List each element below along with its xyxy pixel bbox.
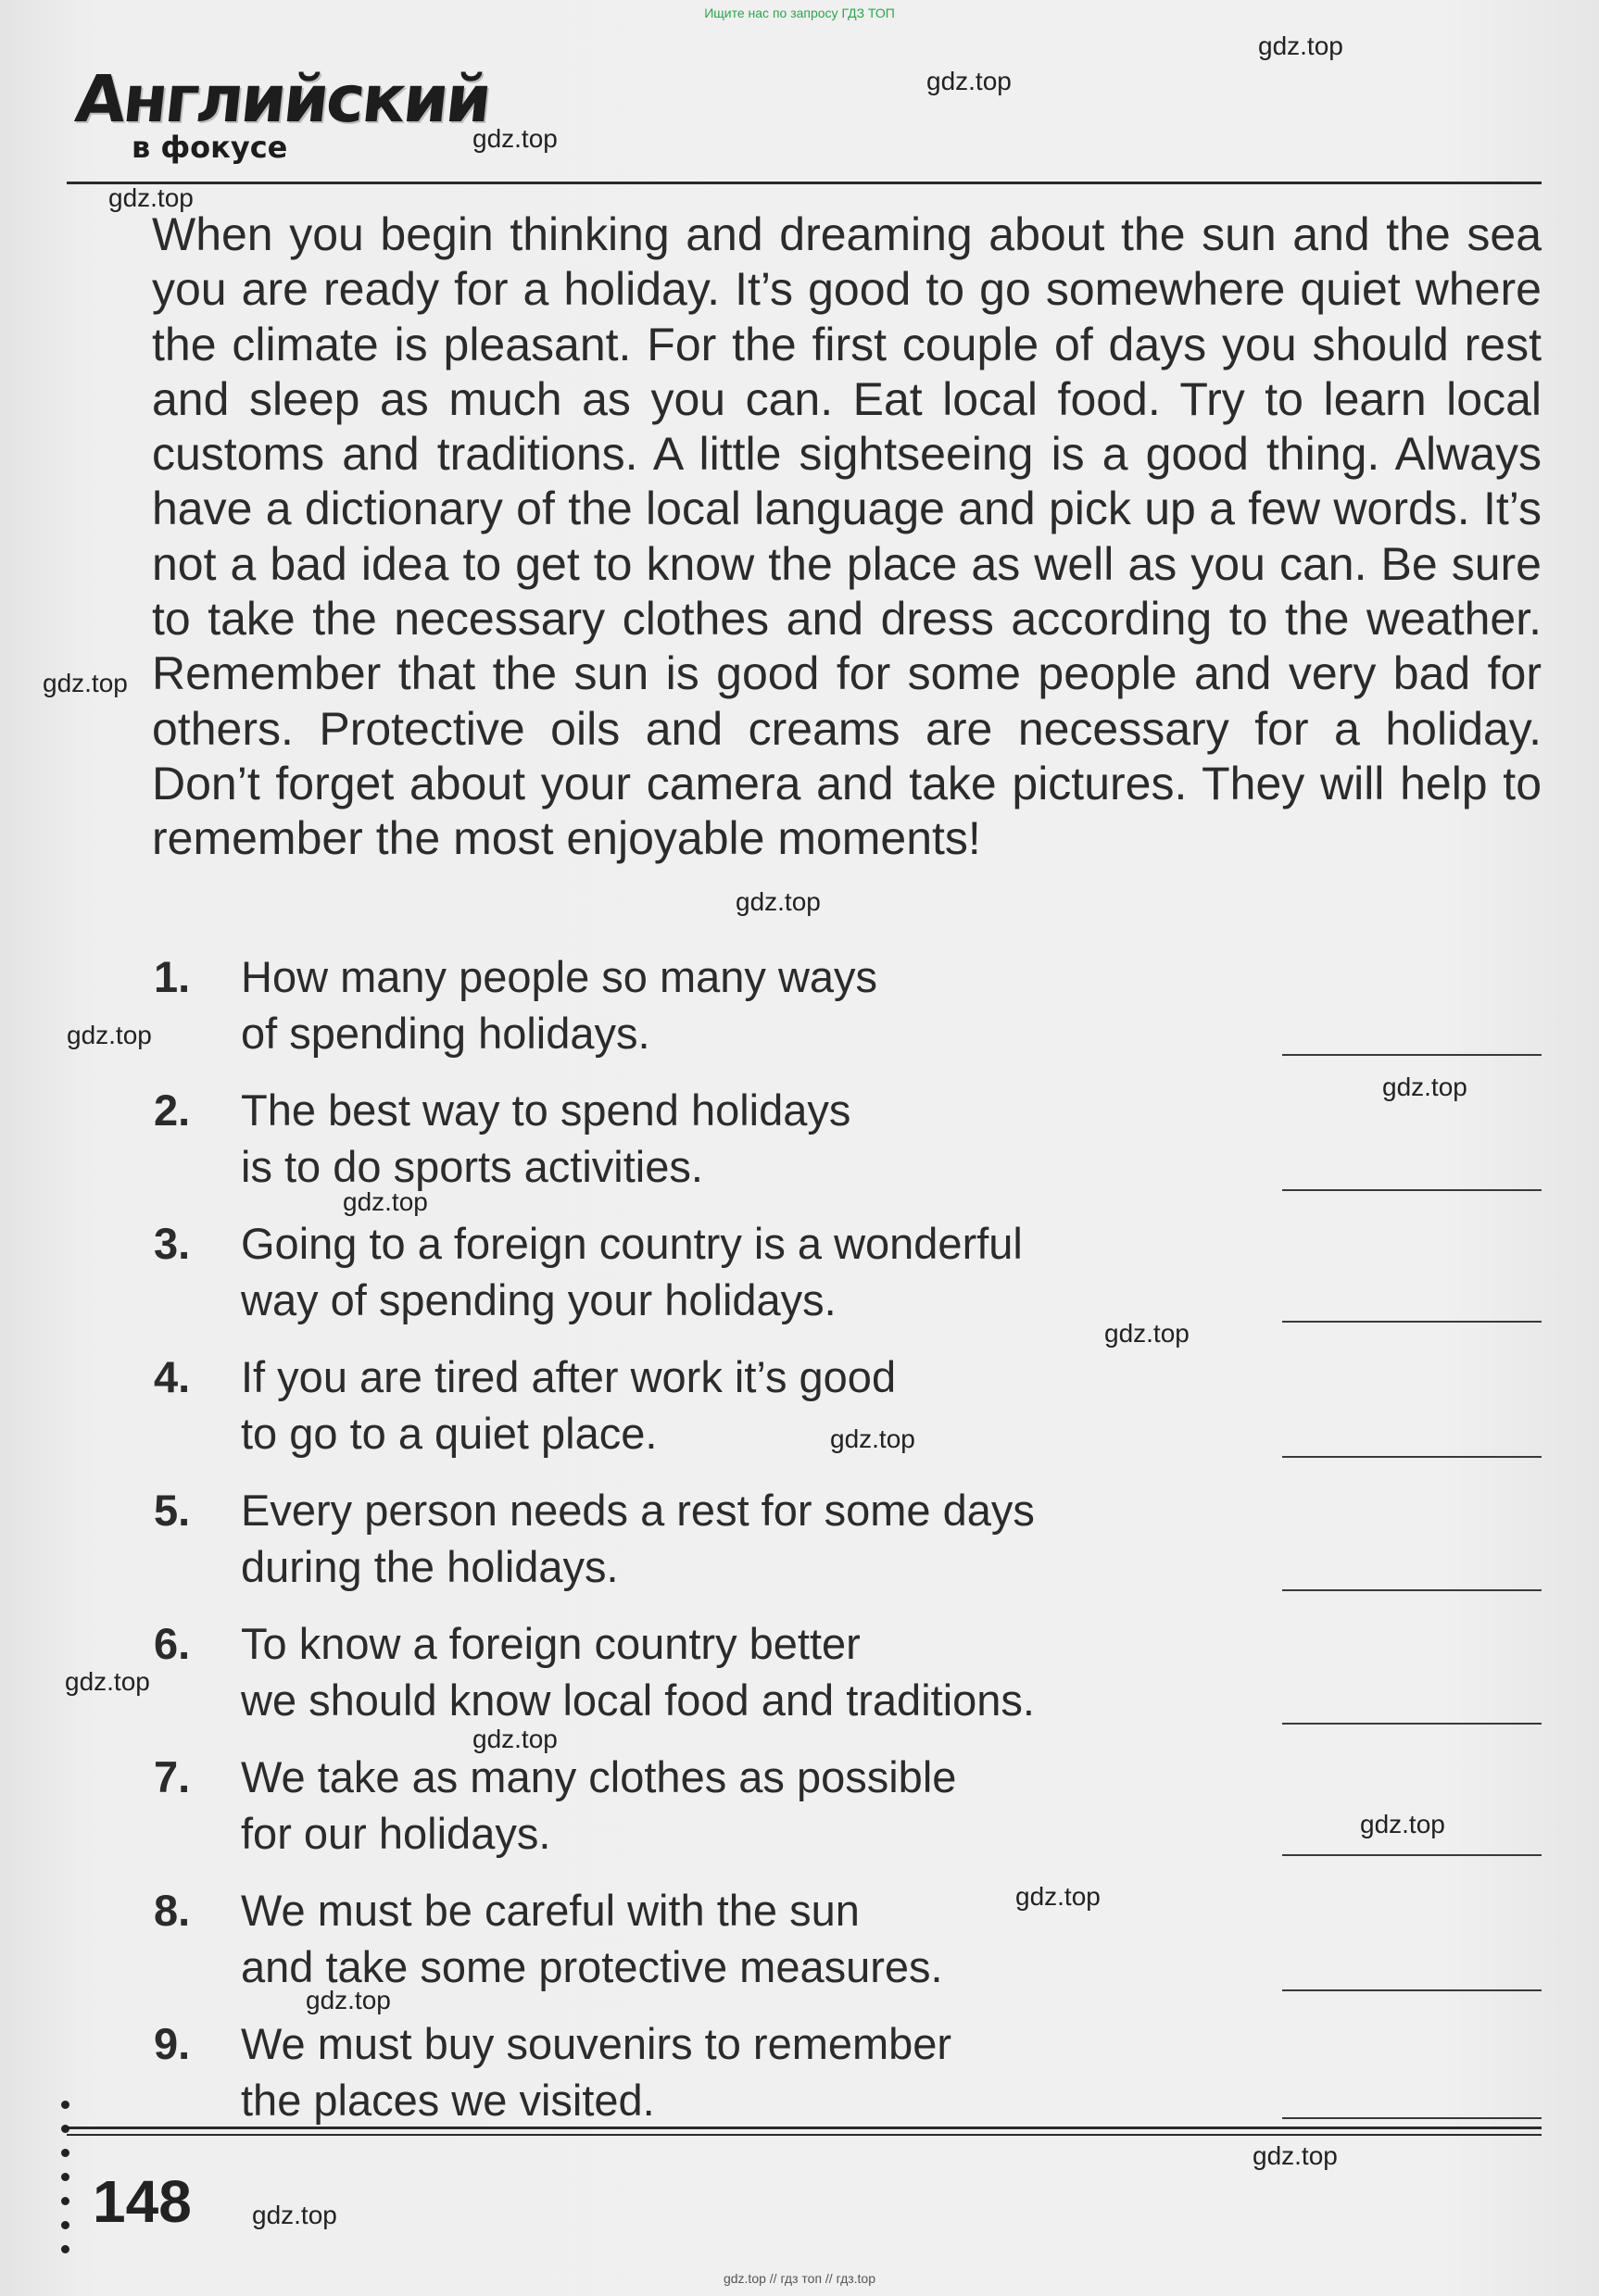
- statement-number: 1.: [154, 952, 191, 1001]
- answer-line[interactable]: [1282, 1456, 1542, 1458]
- statement-number: 5.: [154, 1486, 191, 1535]
- statement-item: [154, 1349, 1312, 1462]
- statement-text-line: during the holidays.: [241, 1542, 619, 1591]
- statement-number: 6.: [154, 1619, 191, 1668]
- answer-line[interactable]: [1282, 1054, 1542, 1056]
- reading-passage: When you begin thinking and dreaming about the sun and the sea you are ready for a holiday. It’s good to go somewhere quiet where the climate is pleasant. For the first couple of days you should rest and sleep as much as you can. Eat local food. Try to learn local customs and traditions. A little sightseeing is a good thing. Always have a dictionary of the local language and pick up a few words. It’s not a bad idea to get to know the place as well as you can. Be sure to take the necessary clothes and dress according to the weather. Remember that the sun is good for some people and very bad for others. Protective oils and creams are necessary for a holiday. Don’t forget about your camera and take pictures. They will help to remember the most enjoyable moments!: [152, 208, 1542, 865]
- answer-line[interactable]: [1282, 1321, 1542, 1323]
- statement-item: [154, 1615, 1312, 1728]
- statement-item: [154, 1082, 1312, 1195]
- bottom-note: gdz.top // гдз топ // гдз.top: [723, 2271, 876, 2286]
- statement-text-line: We must buy souvenirs to remember: [241, 2019, 952, 2068]
- statement-item: [154, 1749, 1312, 1862]
- statement-text-line: If you are tired after work it’s good: [241, 1352, 897, 1401]
- footer-rule: [67, 2127, 1542, 2129]
- statement-text-line: the places we visited.: [241, 2076, 655, 2125]
- statement-text-line: To know a foreign country better: [241, 1619, 861, 1668]
- statement-number: 8.: [154, 1886, 191, 1935]
- statement-text-line: and take some protective measures.: [241, 1942, 943, 1991]
- statement-text-line: The best way to spend holidays: [241, 1085, 851, 1135]
- statement-text-line: Every person needs a rest for some days: [241, 1486, 1035, 1535]
- watermark: gdz.top: [1258, 31, 1343, 60]
- dot-icon: [61, 2197, 69, 2205]
- header-rule: [67, 182, 1542, 184]
- answer-line[interactable]: [1282, 2117, 1542, 2119]
- statement-item: [154, 948, 1312, 1061]
- watermark: gdz.top: [926, 67, 1012, 95]
- book-logo-title: Английский: [71, 61, 493, 137]
- statement-item: [154, 1882, 1312, 1995]
- watermark: gdz.top: [472, 1725, 558, 1753]
- statement-text-line: of spending holidays.: [241, 1009, 650, 1058]
- page-number: 148: [93, 2168, 192, 2235]
- statement-text-line: We take as many clothes as possible: [241, 1752, 957, 1801]
- dot-icon: [61, 2149, 69, 2157]
- watermark: gdz.top: [65, 1667, 150, 1696]
- answer-line[interactable]: [1282, 1589, 1542, 1591]
- watermark: gdz.top: [67, 1021, 152, 1049]
- watermark: gdz.top: [472, 124, 558, 153]
- statement-text-line: is to do sports activities.: [241, 1142, 703, 1191]
- watermark: gdz.top: [306, 1986, 391, 2014]
- statement-number: 3.: [154, 1219, 191, 1268]
- answer-line[interactable]: [1282, 1189, 1542, 1191]
- watermark: gdz.top: [736, 887, 821, 916]
- statement-number: 9.: [154, 2019, 191, 2068]
- statement-number: 4.: [154, 1352, 191, 1401]
- answer-line[interactable]: [1282, 1854, 1542, 1856]
- watermark: gdz.top: [1382, 1073, 1467, 1101]
- watermark: gdz.top: [252, 2201, 337, 2229]
- top-note: Ищите нас по запросу ГДЗ ТОП: [704, 6, 895, 20]
- statement-text-line: for our holidays.: [241, 1809, 551, 1858]
- statement-text-line: we should know local food and traditions.: [241, 1675, 1035, 1725]
- statement-item: [154, 2015, 1312, 2128]
- dot-icon: [61, 2173, 69, 2181]
- answer-line[interactable]: [1282, 1723, 1542, 1725]
- footer-rule: [67, 2134, 1542, 2136]
- statement-item: [154, 1215, 1312, 1328]
- watermark: gdz.top: [43, 669, 128, 697]
- dot-icon: [61, 2101, 69, 2109]
- watermark: gdz.top: [830, 1424, 915, 1453]
- watermark: gdz.top: [108, 183, 194, 212]
- page-margin-dots: [61, 2101, 72, 2269]
- dot-icon: [61, 2125, 69, 2133]
- statement-text-line: We must be careful with the sun: [241, 1886, 860, 1935]
- book-logo-subtitle: в фокусе: [132, 130, 288, 165]
- statement-number: 2.: [154, 1085, 191, 1135]
- dot-icon: [61, 2245, 69, 2253]
- watermark: gdz.top: [343, 1187, 428, 1216]
- statement-item: [154, 1482, 1312, 1595]
- statement-text-line: way of spending your holidays.: [241, 1275, 837, 1324]
- dot-icon: [61, 2221, 69, 2229]
- watermark: gdz.top: [1253, 2141, 1338, 2170]
- answer-line[interactable]: [1282, 1989, 1542, 1991]
- watermark: gdz.top: [1104, 1319, 1190, 1348]
- watermark: gdz.top: [1015, 1882, 1101, 1911]
- statement-text-line: to go to a quiet place.: [241, 1409, 658, 1458]
- statement-text-line: How many people so many ways: [241, 952, 878, 1001]
- statement-number: 7.: [154, 1752, 191, 1801]
- watermark: gdz.top: [1360, 1810, 1445, 1838]
- statement-text-line: Going to a foreign country is a wonderful: [241, 1219, 1023, 1268]
